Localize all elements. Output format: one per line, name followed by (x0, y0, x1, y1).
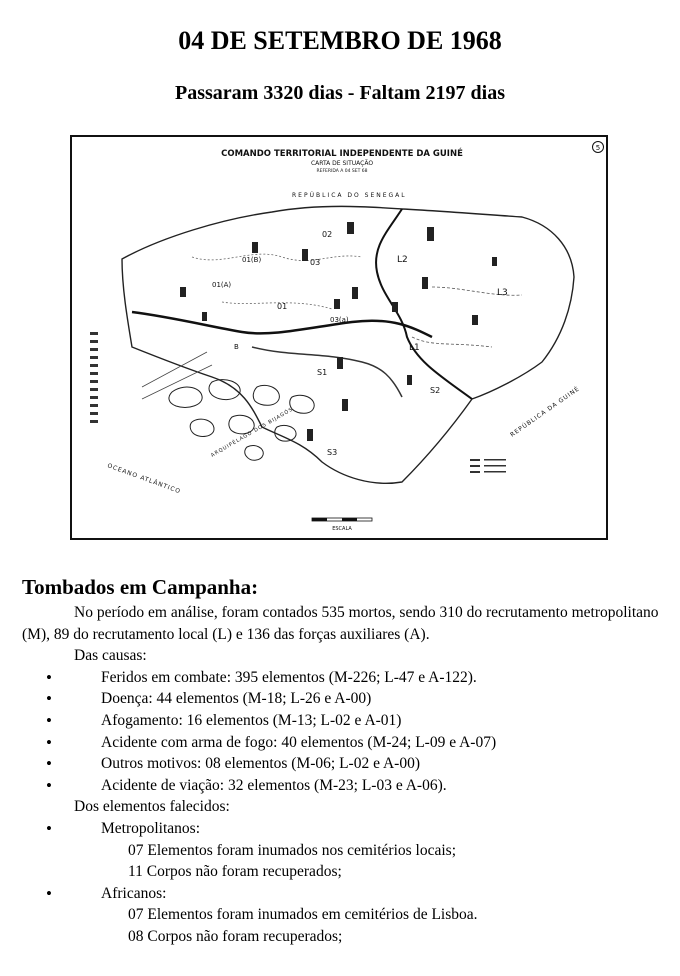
group-name: Metropolitanos: (101, 819, 201, 837)
cause-text: Acidente com arma de fogo: 40 elementos (M-24; L-09 e A-07) (101, 733, 497, 751)
unit-markers (180, 222, 497, 441)
map-date: REFERIDA A 04 SET 68 (316, 169, 368, 174)
page-title: 04 DE SETEMBRO DE 1968 (178, 26, 502, 55)
label-sector: L3 (497, 288, 508, 298)
intro-paragraph: No período em análise, foram contados 535 mortos, sendo 310 do recrutamento metropolitano (M), 89 do recrutamento local (L) e 136 das forças auxiliares (A). (22, 604, 659, 643)
label-ocean: OCEANO ATLÂNTICO (106, 462, 182, 496)
bullet-icon: • (46, 754, 52, 774)
label-sector: B (234, 343, 239, 351)
label-sector: 02 (322, 230, 333, 239)
list-item (22, 688, 662, 710)
list-item (22, 753, 662, 775)
bullet-icon: • (46, 883, 52, 903)
cause-text: Outros motivos: 08 elementos (M-06; L-02 e A-00) (101, 755, 420, 773)
casualties-section (22, 572, 662, 948)
label-sector: 03(a) (330, 316, 349, 324)
map-page-number: 5 (595, 144, 601, 152)
causes-list (22, 667, 662, 797)
list-item (22, 775, 662, 797)
label-sector: L1 (409, 343, 420, 353)
label-sector: 01 (277, 302, 288, 311)
causes-label: Das causas: (74, 647, 147, 665)
bullet-icon: • (46, 775, 52, 795)
section-heading: Tombados em Campanha: (22, 575, 259, 599)
cause-text: Acidente de viação: 32 elementos (M-23; L-03 e A-06). (101, 776, 447, 794)
label-sector: 03 (310, 258, 321, 267)
group-name: Africanos: (101, 884, 167, 902)
map-title: COMANDO TERRITORIAL INDEPENDENTE DA GUINÉ (221, 149, 463, 159)
bullet-icon: • (46, 710, 52, 730)
bullet-icon: • (46, 689, 52, 709)
cause-text: Afogamento: 16 elementos (M-13; L-02 e A-01) (101, 711, 402, 729)
river (132, 312, 432, 337)
group-line: 11 Corpos não foram recuperados; (128, 863, 342, 881)
list-item (22, 732, 662, 754)
map-subtitle: CARTA DE SITUAÇÃO (310, 160, 374, 167)
deceased-label: Dos elementos falecidos: (74, 798, 230, 816)
label-sector: S3 (327, 448, 338, 457)
label-archipelago: ARQUIPÉLAGO DOS BIJAGÓS (210, 406, 295, 459)
page-subtitle: Passaram 3320 dias - Faltam 2197 dias (175, 82, 505, 104)
island (245, 446, 264, 461)
label-senegal: REPÚBLICA DO SENEGAL (292, 192, 407, 199)
list-item (22, 883, 662, 905)
group-line: 07 Elementos foram inumados em cemitérios de Lisboa. (128, 906, 478, 924)
map-drawing (72, 137, 606, 538)
territory-outline (122, 206, 574, 483)
group-line: 08 Corpos não foram recuperados; (128, 927, 343, 945)
deceased-list (22, 818, 662, 948)
label-sector: L2 (397, 255, 408, 265)
island (169, 387, 202, 407)
sector-boundary-east (376, 209, 472, 399)
cause-text: Doença: 44 elementos (M-18; L-26 e A-00) (101, 690, 372, 708)
bullet-icon: • (46, 818, 52, 838)
list-item (22, 818, 662, 840)
map-legend-strip (90, 332, 98, 423)
island (253, 385, 279, 405)
island (190, 419, 214, 436)
road (142, 352, 212, 399)
label-sector: 01(A) (212, 281, 232, 289)
situation-map (70, 135, 608, 540)
map-key (470, 459, 506, 473)
scale-bar (312, 518, 372, 532)
island (275, 425, 296, 441)
group-line: 07 Elementos foram inumados nos cemitérios locais; (128, 841, 457, 859)
label-sector: S1 (317, 368, 328, 377)
label-guine: REPÚBLICA DA GUINÉ (509, 385, 582, 439)
label-sector: 01(B) (242, 256, 262, 264)
bullet-icon: • (46, 667, 52, 687)
label-sector: S2 (430, 386, 441, 395)
list-item (22, 667, 662, 689)
cause-text: Feridos em combate: 395 elementos (M-226; L-47 e A-122). (101, 668, 477, 686)
bullet-icon: • (46, 732, 52, 752)
scale-label: ESCALA (332, 526, 352, 532)
list-item (22, 710, 662, 732)
